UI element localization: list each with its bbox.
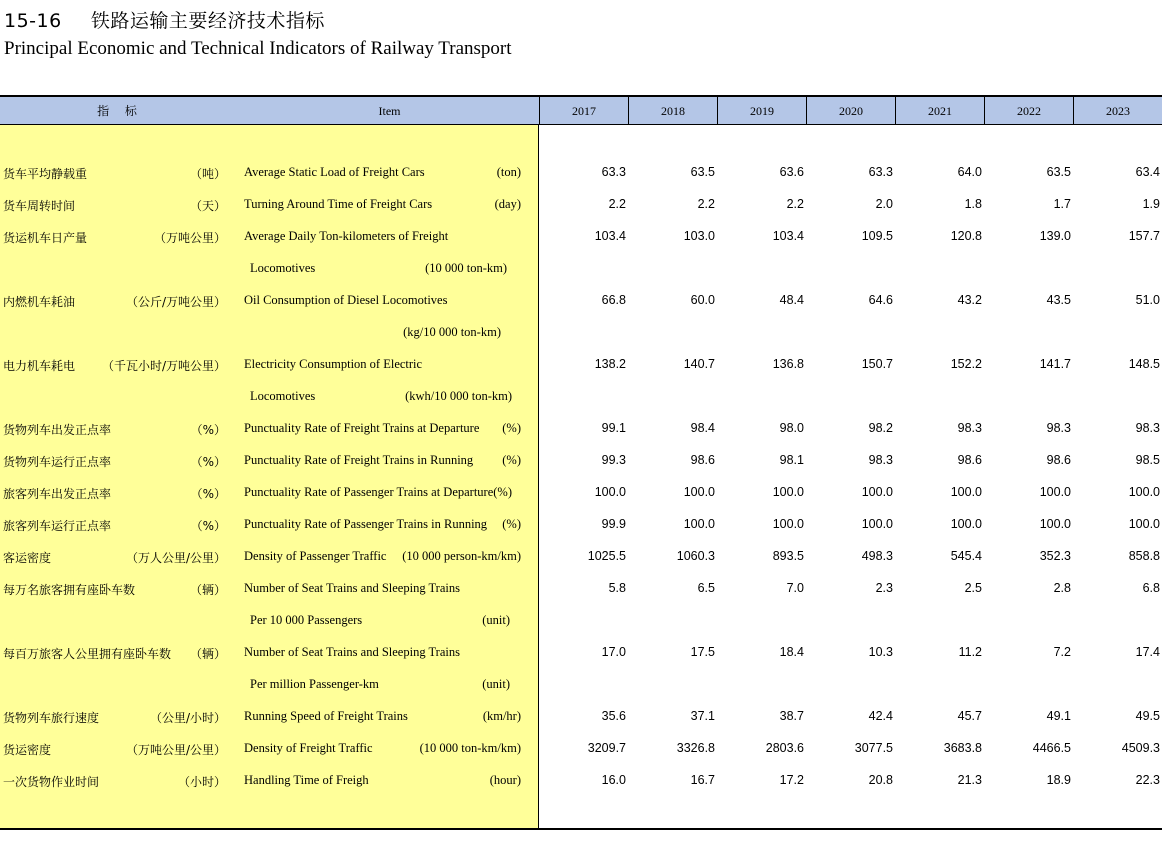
indicator-name-en: Punctuality Rate of Freight Trains at Departure bbox=[244, 421, 480, 435]
value-cell: 3326.8 bbox=[676, 741, 715, 755]
value-cell: 138.2 bbox=[594, 357, 626, 371]
header-year: 2018 bbox=[628, 97, 717, 125]
value-cell: 100.0 bbox=[772, 517, 804, 531]
indicator-name-zh: 电力机车耗电 bbox=[3, 359, 76, 373]
indicator-name-zh: 货物列车运行正点率 bbox=[3, 455, 112, 469]
indicator-unit-en: (%) bbox=[502, 421, 521, 435]
indicator-name-en: Density of Freight Traffic bbox=[244, 741, 373, 755]
indicator-name-en: Electricity Consumption of Electric bbox=[244, 357, 423, 371]
indicator-unit-zh: （公里/小时） bbox=[149, 711, 226, 725]
value-cell: 103.4 bbox=[772, 229, 804, 243]
value-cell: 150.7 bbox=[861, 357, 893, 371]
value-cell: 63.3 bbox=[868, 165, 893, 179]
indicator-name-en: Turning Around Time of Freight Cars bbox=[244, 197, 433, 211]
value-cell: 17.4 bbox=[1135, 645, 1160, 659]
indicator-unit-en-line2: (kwh/10 000 ton-km) bbox=[405, 389, 512, 403]
value-cell: 140.7 bbox=[683, 357, 715, 371]
value-cell: 100.0 bbox=[772, 485, 804, 499]
value-cell: 99.9 bbox=[601, 517, 626, 531]
value-cell: 16.0 bbox=[601, 773, 626, 787]
indicator-unit-zh: （万人公里/公里） bbox=[125, 551, 226, 565]
value-cell: 43.2 bbox=[957, 293, 982, 307]
indicator-unit-en: (10 000 person-km/km) bbox=[402, 549, 521, 563]
indicator-unit-zh: （辆） bbox=[189, 647, 226, 661]
indicator-unit-en-line2: (unit) bbox=[482, 677, 510, 691]
value-cell: 18.4 bbox=[779, 645, 804, 659]
value-cell: 10.3 bbox=[868, 645, 893, 659]
value-cell: 63.3 bbox=[601, 165, 626, 179]
indicator-name-zh: 货车周转时间 bbox=[3, 199, 76, 213]
value-cell: 2.2 bbox=[786, 197, 804, 211]
indicator-name-en: Oil Consumption of Diesel Locomotives bbox=[244, 293, 448, 307]
header-year: 2022 bbox=[984, 97, 1073, 125]
value-cell: 63.5 bbox=[690, 165, 715, 179]
value-cell: 98.3 bbox=[957, 421, 982, 435]
column-divider bbox=[538, 125, 539, 829]
value-cell: 49.1 bbox=[1046, 709, 1071, 723]
value-cell: 2.2 bbox=[608, 197, 626, 211]
value-cell: 3683.8 bbox=[943, 741, 982, 755]
value-cell: 100.0 bbox=[1128, 517, 1160, 531]
indicator-name-en-line2: Locomotives bbox=[250, 261, 316, 275]
value-cell: 63.5 bbox=[1046, 165, 1071, 179]
value-cell: 2.8 bbox=[1053, 581, 1071, 595]
table-number: 15-16 bbox=[4, 10, 62, 32]
indicator-unit-en-line2: (kg/10 000 ton-km) bbox=[403, 325, 501, 339]
header-indicator-zh: 指 标 bbox=[97, 104, 143, 118]
indicator-name-zh: 货运机车日产量 bbox=[3, 231, 88, 245]
value-cell: 139.0 bbox=[1039, 229, 1071, 243]
indicator-name-en-line2: Per 10 000 Passengers bbox=[250, 613, 363, 627]
value-cell: 141.7 bbox=[1039, 357, 1071, 371]
value-cell: 98.3 bbox=[868, 453, 893, 467]
value-cell: 98.6 bbox=[1046, 453, 1071, 467]
value-cell: 6.5 bbox=[697, 581, 715, 595]
value-cell: 16.7 bbox=[690, 773, 715, 787]
value-cell: 21.3 bbox=[957, 773, 982, 787]
indicator-unit-zh: （%） bbox=[190, 519, 226, 533]
value-cell: 98.6 bbox=[957, 453, 982, 467]
value-cell: 152.2 bbox=[950, 357, 982, 371]
value-cell: 6.8 bbox=[1142, 581, 1160, 595]
value-cell: 103.0 bbox=[683, 229, 715, 243]
value-cell: 103.4 bbox=[594, 229, 626, 243]
value-cell: 7.0 bbox=[786, 581, 804, 595]
page-title-english: Principal Economic and Technical Indicators of Railway Transport bbox=[4, 38, 512, 59]
indicator-unit-zh: （辆） bbox=[189, 583, 226, 597]
indicator-name-zh: 内燃机车耗油 bbox=[3, 295, 76, 309]
value-cell: 893.5 bbox=[772, 549, 804, 563]
indicator-name-en: Handling Time of Freigh bbox=[244, 773, 369, 787]
value-cell: 18.9 bbox=[1046, 773, 1071, 787]
indicator-unit-zh: （%） bbox=[190, 455, 226, 469]
indicator-unit-en: (%) bbox=[502, 453, 521, 467]
indicator-name-zh: 货车平均静载重 bbox=[3, 167, 88, 181]
value-cell: 136.8 bbox=[772, 357, 804, 371]
value-cell: 1025.5 bbox=[587, 549, 626, 563]
indicator-unit-zh: （小时） bbox=[177, 775, 226, 789]
indicator-unit-en: (day) bbox=[494, 197, 521, 211]
value-cell: 100.0 bbox=[594, 485, 626, 499]
value-cell: 148.5 bbox=[1128, 357, 1160, 371]
indicators-table bbox=[0, 95, 1162, 830]
indicator-unit-zh: （万吨公里/公里） bbox=[125, 743, 226, 757]
indicator-name-en: Average Static Load of Freight Cars bbox=[244, 165, 425, 179]
header-year: 2023 bbox=[1073, 97, 1162, 125]
indicator-name-en: Running Speed of Freight Trains bbox=[244, 709, 408, 723]
header-year: 2020 bbox=[806, 97, 895, 125]
indicator-unit-zh: （万吨公里） bbox=[153, 231, 226, 245]
value-cell: 2.3 bbox=[875, 581, 893, 595]
indicator-name-en: Punctuality Rate of Passenger Trains at Departure(%) bbox=[244, 485, 512, 499]
value-cell: 98.6 bbox=[690, 453, 715, 467]
value-cell: 858.8 bbox=[1128, 549, 1160, 563]
value-cell: 545.4 bbox=[950, 549, 982, 563]
value-cell: 43.5 bbox=[1046, 293, 1071, 307]
header-year: 2019 bbox=[717, 97, 806, 125]
indicator-unit-en-line2: (unit) bbox=[482, 613, 510, 627]
value-cell: 17.0 bbox=[601, 645, 626, 659]
value-cell: 157.7 bbox=[1128, 229, 1160, 243]
indicator-name-en: Density of Passenger Traffic bbox=[244, 549, 387, 563]
value-cell: 2.5 bbox=[964, 581, 982, 595]
value-cell: 109.5 bbox=[861, 229, 893, 243]
indicator-name-en: Number of Seat Trains and Sleeping Trains bbox=[244, 645, 460, 659]
value-cell: 100.0 bbox=[683, 485, 715, 499]
value-cell: 98.3 bbox=[1046, 421, 1071, 435]
indicator-name-zh: 旅客列车出发正点率 bbox=[3, 487, 112, 501]
indicator-unit-en: (hour) bbox=[489, 773, 521, 787]
value-cell: 5.8 bbox=[608, 581, 626, 595]
value-cell: 1.8 bbox=[964, 197, 982, 211]
title-chinese-text: 铁路运输主要经济技术指标 bbox=[90, 10, 325, 32]
indicator-name-en-line2: Per million Passenger-km bbox=[250, 677, 379, 691]
value-cell: 1060.3 bbox=[676, 549, 715, 563]
indicator-unit-zh: （公斤/万吨公里） bbox=[125, 295, 226, 309]
page-title-chinese bbox=[4, 6, 325, 33]
indicator-name-en-line2: Locomotives bbox=[250, 389, 316, 403]
indicator-unit-zh: （吨） bbox=[189, 167, 226, 181]
value-cell: 4466.5 bbox=[1032, 741, 1071, 755]
header-item: Item bbox=[378, 104, 401, 118]
value-cell: 63.4 bbox=[1135, 165, 1160, 179]
value-cell: 100.0 bbox=[683, 517, 715, 531]
value-cell: 35.6 bbox=[601, 709, 626, 723]
indicator-unit-en: (km/hr) bbox=[482, 709, 521, 723]
value-cell: 38.7 bbox=[779, 709, 804, 723]
indicator-name-zh: 每万名旅客拥有座卧车数 bbox=[3, 583, 136, 597]
indicator-unit-en: (10 000 ton-km/km) bbox=[419, 741, 521, 755]
value-cell: 51.0 bbox=[1135, 293, 1160, 307]
value-cell: 17.2 bbox=[779, 773, 804, 787]
value-cell: 100.0 bbox=[1039, 517, 1071, 531]
indicator-name-zh: 货物列车旅行速度 bbox=[3, 711, 100, 725]
value-cell: 100.0 bbox=[1128, 485, 1160, 499]
value-cell: 49.5 bbox=[1135, 709, 1160, 723]
value-cell: 99.1 bbox=[601, 421, 626, 435]
indicator-name-zh: 旅客列车运行正点率 bbox=[3, 519, 112, 533]
value-cell: 1.7 bbox=[1053, 197, 1071, 211]
value-cell: 48.4 bbox=[779, 293, 804, 307]
value-cell: 42.4 bbox=[868, 709, 893, 723]
value-cell: 3077.5 bbox=[854, 741, 893, 755]
indicator-name-zh: 客运密度 bbox=[3, 551, 52, 565]
value-cell: 100.0 bbox=[1039, 485, 1071, 499]
value-cell: 64.0 bbox=[957, 165, 982, 179]
value-cell: 98.1 bbox=[779, 453, 804, 467]
value-cell: 98.2 bbox=[868, 421, 893, 435]
value-cell: 4509.3 bbox=[1121, 741, 1160, 755]
indicator-unit-en-line2: (10 000 ton-km) bbox=[425, 261, 507, 275]
value-cell: 100.0 bbox=[950, 485, 982, 499]
header-year: 2017 bbox=[539, 97, 628, 125]
indicator-name-en: Punctuality Rate of Freight Trains in Running bbox=[244, 453, 474, 467]
value-cell: 2803.6 bbox=[765, 741, 804, 755]
table-header bbox=[0, 95, 1162, 125]
value-cell: 45.7 bbox=[957, 709, 982, 723]
value-cell: 3209.7 bbox=[587, 741, 626, 755]
value-cell: 22.3 bbox=[1135, 773, 1160, 787]
indicator-name-en: Number of Seat Trains and Sleeping Trains bbox=[244, 581, 460, 595]
value-cell: 100.0 bbox=[861, 517, 893, 531]
value-cell: 99.3 bbox=[601, 453, 626, 467]
value-cell: 100.0 bbox=[950, 517, 982, 531]
indicator-unit-zh: （%） bbox=[190, 423, 226, 437]
table-bottom-rule bbox=[0, 828, 1162, 830]
value-cell: 37.1 bbox=[690, 709, 715, 723]
indicator-name-zh: 每百万旅客人公里拥有座卧车数 bbox=[3, 647, 172, 661]
value-cell: 64.6 bbox=[868, 293, 893, 307]
header-year: 2021 bbox=[895, 97, 984, 125]
indicator-unit-zh: （%） bbox=[190, 487, 226, 501]
value-cell: 66.8 bbox=[601, 293, 626, 307]
value-cell: 17.5 bbox=[690, 645, 715, 659]
value-cell: 20.8 bbox=[868, 773, 893, 787]
value-cell: 60.0 bbox=[690, 293, 715, 307]
value-cell: 98.4 bbox=[690, 421, 715, 435]
value-cell: 498.3 bbox=[861, 549, 893, 563]
indicator-name-zh: 货运密度 bbox=[3, 743, 52, 757]
indicator-unit-en: (ton) bbox=[496, 165, 521, 179]
indicator-name-zh: 货物列车出发正点率 bbox=[3, 423, 112, 437]
indicator-name-en: Punctuality Rate of Passenger Trains in Running bbox=[244, 517, 488, 531]
value-cell: 352.3 bbox=[1039, 549, 1071, 563]
value-cell: 63.6 bbox=[779, 165, 804, 179]
value-cell: 98.5 bbox=[1135, 453, 1160, 467]
value-cell: 7.2 bbox=[1053, 645, 1071, 659]
value-cell: 98.0 bbox=[779, 421, 804, 435]
indicator-name-en: Average Daily Ton-kilometers of Freight bbox=[244, 229, 449, 243]
value-cell: 11.2 bbox=[958, 645, 982, 659]
indicator-unit-en: (%) bbox=[502, 517, 521, 531]
value-cell: 1.9 bbox=[1142, 197, 1160, 211]
value-cell: 100.0 bbox=[861, 485, 893, 499]
value-cell: 2.2 bbox=[697, 197, 715, 211]
value-cell: 120.8 bbox=[950, 229, 982, 243]
indicator-unit-zh: （千瓦小时/万吨公里） bbox=[101, 359, 226, 373]
value-cell: 98.3 bbox=[1135, 421, 1160, 435]
indicator-name-zh: 一次货物作业时间 bbox=[3, 775, 100, 789]
indicator-unit-zh: （天） bbox=[189, 199, 226, 213]
value-cell: 2.0 bbox=[875, 197, 893, 211]
